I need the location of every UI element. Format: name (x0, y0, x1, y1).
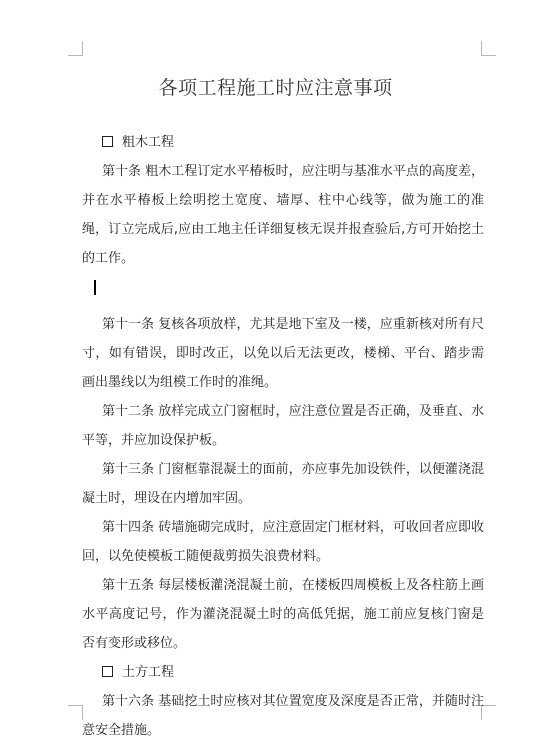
document-body[interactable] (82, 128, 484, 745)
paragraph-article-13[interactable]: 第十三条 门窗框靠混凝土的面前，亦应事先加设铁件，以便灌浇混凝土时，埋设在内增加牢固。 (82, 462, 484, 506)
paragraph-article-16[interactable]: 第十六条 基础挖土时应核对其位置宽度及深度是否正常，并随时注意安全措施。 (82, 694, 484, 738)
document-title[interactable]: 各项工程施工时应注意事项 (158, 77, 393, 99)
paragraph-article-15[interactable]: 第十五条 每层楼板灌浇混凝土前，在楼板四周模板上及各柱筋上画水平高度记号，作为灌浇混凝土时的高低凭据，施工前应复核门窗是否有变形或移位。 (82, 578, 484, 651)
crop-mark-bottom-left (68, 705, 83, 720)
section-heading-rough-carpentry[interactable] (82, 128, 484, 157)
crop-mark-top-right (481, 41, 496, 56)
text-cursor (94, 280, 96, 295)
checkbox-icon (102, 136, 113, 147)
crop-mark-top-left (68, 41, 83, 56)
empty-line-with-cursor[interactable] (82, 273, 484, 302)
section-heading-label: 粗木工程 (122, 135, 175, 150)
paragraph-article-10[interactable]: 第十条 粗木工程订定水平椿板时，应注明与基准水平点的高度差，并在水平椿板上绘明挖土宽度、墙厚、柱中心线等，做为施工的准绳，订立完成后,应由工地主任详细复核无误并报查验后,方可开始挖土的工作。 (82, 164, 484, 266)
paragraph-article-14[interactable]: 第十四条 砖墙施砌完成时，应注意固定门框材料，可收回者应即收回，以免使模板工随便裁剪损失浪费材料。 (82, 520, 484, 564)
section-heading-label: 土方工程 (122, 665, 175, 680)
checkbox-icon (102, 666, 113, 677)
paragraph-article-12[interactable]: 第十二条 放样完成立门窗框时，应注意位置是否正确，及垂直、水平等，并应加设保护板。 (82, 404, 484, 448)
paragraph-article-11[interactable]: 第十一条 复核各项放样，尤其是地下室及一楼，应重新核对所有尺寸，如有错误，即时改正，以免以后无法更改，楼梯、平台、踏步需画出墨线以为组模工作时的准绳。 (82, 317, 484, 390)
section-heading-earthwork[interactable] (82, 658, 484, 687)
